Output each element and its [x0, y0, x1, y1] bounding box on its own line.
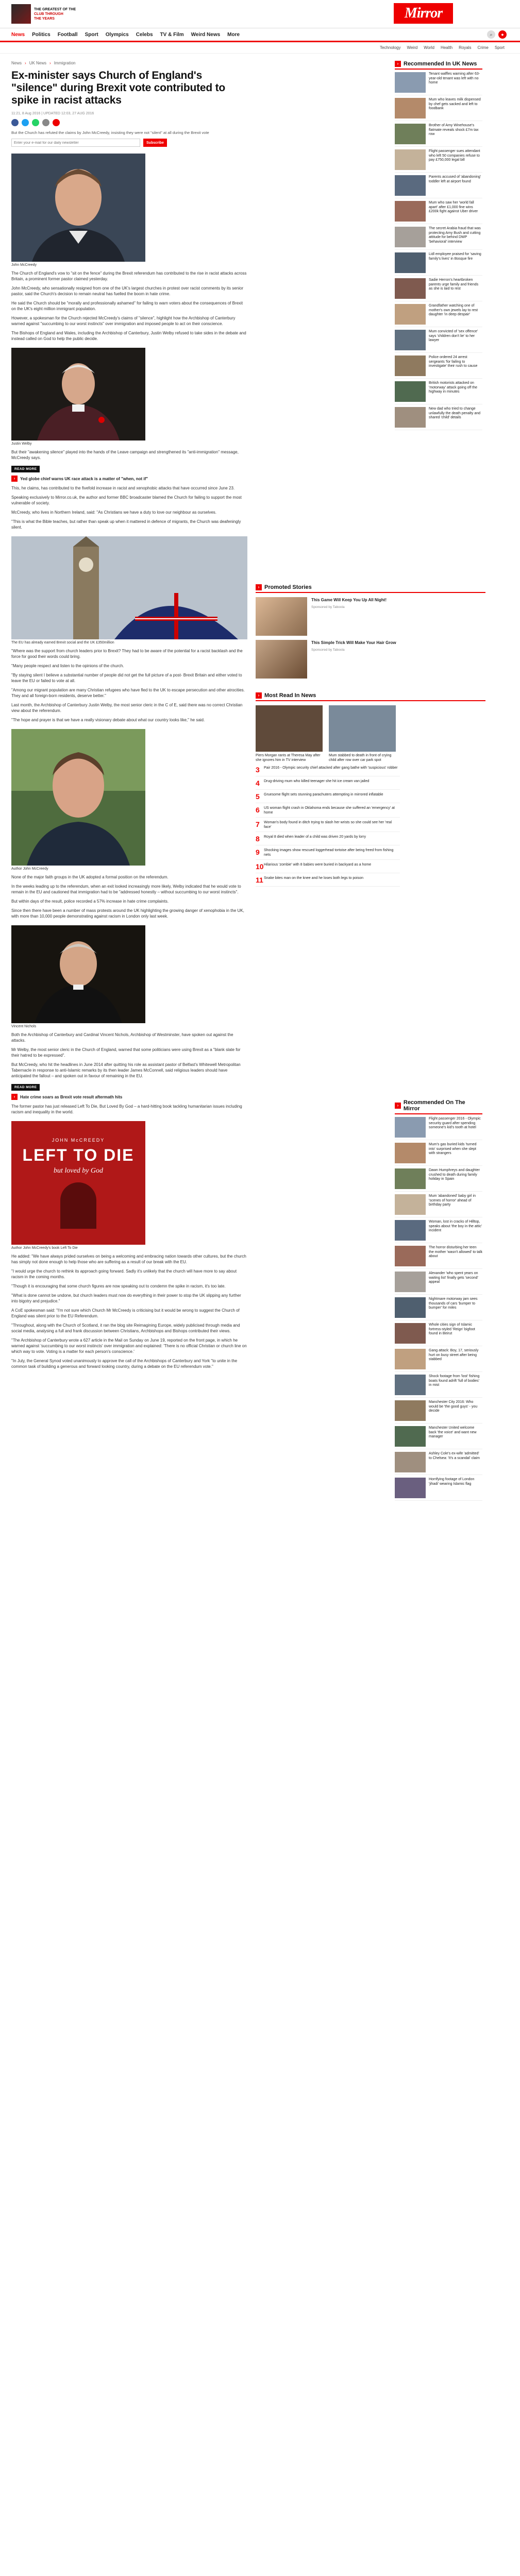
story-title[interactable]: Pair 2016 - Olympic security chief attacked after gang bathe with 'suspicious' robber — [264, 766, 398, 770]
recommended-story[interactable] — [395, 227, 482, 250]
promoted-story-title[interactable]: This Game Will Keep You Up All Night! — [311, 598, 387, 602]
related-article-title[interactable]: Hate crime soars as Brexit vote result aftermath hits — [20, 1094, 123, 1099]
story-title[interactable]: Woman's body found in ditch trying to slash her wrists so she could see her 'real face' — [264, 821, 392, 829]
photo-justin-welby — [11, 348, 145, 446]
promo-text: THE GREATEST OF THE CLUB THROUGH THE YEARS — [34, 7, 76, 21]
promo-banner[interactable] — [11, 3, 125, 25]
article-paragraph: A CoE spokesman said: "I'm not sure which Church Mr McCreedy is criticising but it would be wrong to suggest the Church of England was silent prior to the EU Referendum. — [11, 1308, 240, 1318]
nav-item-olympics[interactable]: Olympics — [105, 31, 129, 38]
story-title[interactable]: Mum who leaves milk dispensed by chef gets sacked and left to foodbank — [429, 98, 481, 110]
story-title[interactable]: Shock footage from 'lost' fishing boats found adrift 'full of bodies' in mist — [429, 1375, 480, 1387]
article-paragraph: Speaking exclusively to Mirror.co.uk, the author and former BBC broadcaster blamed the Church for failing to support the most vulnerable of society. — [11, 495, 242, 505]
mirror-logo[interactable]: Mirror — [394, 3, 453, 24]
rank-number: 5 — [256, 792, 260, 801]
photo-book-cover — [11, 1121, 145, 1250]
nav-item-more[interactable]: More — [227, 31, 240, 38]
recommended-story[interactable] — [395, 304, 482, 327]
article-paragraph: "I would urge the church to rethink its approach going forward. Sadly it's unlikely that the church will have more to say about racism in the coming months. — [11, 1269, 237, 1279]
story-thumbnail — [395, 149, 426, 170]
recommended-story[interactable] — [395, 355, 482, 379]
story-title[interactable]: Manchester City 2016: Who would be 'the good guys' - you decide — [429, 1400, 478, 1413]
story-title[interactable]: Flight passenger sues attendant who left 50 companies refuse to pay £750,000 legal bill — [429, 149, 480, 162]
promo-image — [11, 4, 31, 24]
recommended-story[interactable] — [395, 1246, 482, 1269]
most-read-item[interactable] — [256, 779, 400, 790]
photo-caption: Justin Welby — [11, 442, 32, 446]
story-thumbnail — [395, 175, 426, 196]
story-thumbnail — [395, 1143, 426, 1163]
subnav-item-world[interactable]: World — [424, 45, 434, 50]
recommended-story[interactable] — [395, 1375, 482, 1398]
facebook-icon[interactable] — [11, 119, 19, 126]
promoted-story-card[interactable] — [256, 640, 485, 679]
recommended-story[interactable] — [395, 1117, 482, 1140]
article-paragraph: This, he claims, has contributed to the fivefold increase in racist and xenophobic attacks that have occurred since June 23. — [11, 486, 235, 490]
story-title[interactable]: Royal 8 died when leader of a child was driven 20 yards by lorry — [264, 835, 366, 839]
article-body-6 — [11, 1032, 247, 1079]
article-paragraph: But within days of the result, police recorded a 57% increase in hate crime complaints. — [11, 899, 169, 904]
story-title[interactable]: Gruesome flight sets stunning parachuters attempting in mirrored inflatable — [264, 793, 383, 796]
article-paragraph: "Among our migrant population are many Christian refugees who have fled to the UK to escape persecution and other atrocities. They and all foreign-born residents, deserve better." — [11, 688, 245, 698]
story-thumbnail — [395, 330, 426, 350]
recommended-story[interactable] — [395, 175, 482, 198]
breadcrumb-separator: › — [49, 61, 51, 65]
story-title[interactable]: The horror disturbing her teen the mother 'wasn't allowed' to talk about — [429, 1246, 483, 1258]
photo-vincent-nichols — [11, 925, 145, 1028]
recommended-story[interactable] — [395, 1400, 482, 1423]
article-paragraph: But their "awakening silence" played into the hands of the Leave campaign and strengthened its "anti-immigration" message, McCreedy says. — [11, 450, 239, 460]
promoted-stories — [256, 584, 485, 679]
article-paragraph: He added: "We have always prided ourselves on being a welcoming and embracing nation towards other cultures, but the church has simply not done enough to help those who are suffering as a result of our break with the EU. — [11, 1254, 246, 1264]
story-thumbnail — [395, 252, 426, 273]
book-cover-figure — [60, 1182, 96, 1229]
user-icon[interactable]: ● — [498, 30, 507, 39]
whatsapp-icon[interactable] — [32, 119, 39, 126]
recommended-story[interactable] — [395, 1272, 482, 1295]
story-thumbnail — [395, 1375, 426, 1395]
recommended-on-mirror — [395, 1099, 482, 1501]
portrait-image — [11, 925, 145, 1023]
story-title[interactable]: Brother of Amy Winehouse's flatmate reveals shock £7m tax row — [429, 124, 479, 136]
recommended-story[interactable] — [395, 1349, 482, 1372]
most-read-item[interactable] — [256, 792, 400, 803]
related-article-link[interactable] — [11, 1094, 247, 1100]
promoted-source: Sponsored by Taboola — [311, 648, 345, 652]
story-title[interactable]: Mum convicted of 'sex offence' says 'children don't lie' to her lawyer — [429, 330, 478, 342]
story-title[interactable]: Hilarious 'zombie' with 8 babies were buried in backyard as a home — [264, 863, 372, 867]
article-body-3 — [11, 485, 247, 530]
article-meta: 11:21, 8 Aug 2016 | UPDATED 12:03, 27 AUG 2016 — [11, 112, 94, 115]
story-title[interactable]: Sadie Herron's heartbroken parents urge family and friends as she is laid to rest — [429, 278, 479, 291]
promoted-source: Sponsored by Taboola — [311, 605, 345, 609]
article-paragraph: However, a spokesman for the Church rejected McCreedy's claims of "silence", highlight how the Archbishop of Canterbury warned against "succumbing to our worst instincts" over immigration and imposed people to act on their conscience. — [11, 316, 236, 326]
subnav-item-royals[interactable]: Royals — [459, 45, 472, 50]
chevron-right-icon: › — [395, 1103, 401, 1109]
story-thumbnail — [329, 705, 396, 752]
article-paragraph: Both the Archbishop of Canterbury and Cardinal Vincent Nichols, Archbishop of Westminster, have spoken out against the attacks. — [11, 1032, 233, 1043]
scene-image — [11, 536, 247, 639]
breadcrumb-item[interactable]: News — [11, 61, 22, 65]
story-title[interactable]: Grandfather watching one of mother's own jewels lay to rest daughter 'in deep despair' — [429, 304, 478, 316]
story-title[interactable]: Flight passenger 2016 - Olympic security guard after spending someone's kid's tooth at hotel — [429, 1117, 481, 1129]
most-read-item[interactable] — [256, 876, 400, 887]
comments-icon[interactable] — [53, 119, 60, 126]
subnav-item-crime[interactable]: Crime — [477, 45, 489, 50]
story-title[interactable]: Woman, lost in cracks of Hilltop, speaks about 'the boy in the attic' incident — [429, 1220, 482, 1232]
story-thumbnail — [395, 98, 426, 118]
recommended-story[interactable] — [395, 1168, 482, 1192]
photo-john-mccreedy — [11, 154, 145, 267]
story-thumbnail — [395, 1272, 426, 1292]
article-paragraph: "Throughout, along with the Church of Scotland, it ran the blog site Reimagining Europe, widely publicised through media and social media, analysing a full and frank discussion between Christians, Archbishops and Bishops contributed their views. — [11, 1323, 240, 1333]
nav-actions — [487, 30, 507, 39]
story-title[interactable]: The secret Arabia fraud that was protecting Amy Bush and cutting attitude for behind DWP 'behavioral' interview — [429, 227, 481, 244]
article-paragraph: None of the major faith groups in the UK adopted a formal position on the referendum. — [11, 875, 169, 879]
most-read-item[interactable] — [256, 862, 400, 873]
recommended-story[interactable] — [395, 1323, 482, 1346]
breadcrumb-separator: › — [25, 61, 26, 65]
portrait-image — [11, 729, 145, 866]
story-thumbnail — [256, 705, 323, 752]
story-thumbnail — [395, 304, 426, 325]
story-thumbnail — [395, 124, 426, 144]
related-article-link[interactable] — [11, 476, 247, 482]
story-thumbnail — [395, 1168, 426, 1189]
article-paragraph: The former pastor has just released Left To Die, But Loved By God – a hard-hitting book tackling humanitarian issues including racism and inequality in the world. — [11, 1104, 242, 1114]
recommended-story[interactable] — [395, 124, 482, 147]
recommended-story[interactable] — [395, 1426, 482, 1449]
rank-number: 3 — [256, 766, 260, 774]
story-thumbnail — [395, 1297, 426, 1318]
recommended-story[interactable] — [395, 1297, 482, 1320]
main-nav — [0, 28, 520, 42]
recommended-story[interactable] — [395, 201, 482, 224]
social-share — [11, 119, 247, 126]
book-cover-image — [11, 1121, 145, 1245]
recommended-story[interactable] — [395, 72, 482, 95]
photo-author-john-mccreedy — [11, 729, 145, 871]
article-paragraph: "By staying silent I believe a substantial number of people did not get the full picture of a post- Brexit Britain and either voted to leave the EU or failed to vote at all. — [11, 673, 242, 683]
promoted-story-image — [256, 640, 307, 679]
story-title[interactable]: Mum 'abandoned' baby girl in 'scenes of horror' ahead of birthday party — [429, 1194, 476, 1207]
recommended-story[interactable] — [395, 98, 482, 121]
newsletter-form — [11, 138, 247, 147]
story-title[interactable]: Ashley Cole's ex-wife 'admitted' to Chelsea: 'It's a scandal' claim — [429, 1452, 480, 1460]
article-paragraph: In the weeks leading up to the referendum, when an exit looked increasingly more likely, Welby indicated that he would vote to remain in the EU and cautioned that immigration had to be "addressed honestly – without succumbing to our worst instincts". — [11, 884, 241, 894]
subscribe-button[interactable]: Subscribe — [143, 139, 167, 147]
story-thumbnail — [395, 201, 426, 222]
promoted-story-image — [256, 597, 307, 636]
promoted-story-card[interactable] — [256, 597, 485, 636]
section-heading: › Recommended In UK News — [395, 61, 482, 70]
chevron-right-icon: › — [395, 61, 401, 67]
chevron-right-icon: › — [256, 692, 262, 699]
recommended-story[interactable] — [395, 278, 482, 301]
article-paragraph: The Church of England's vow to "sit on the fence" during the Brexit referendum has contributed to the rise in racist attacks across Britain, a prominent former pastor claimed yesterday. — [11, 271, 247, 281]
email-icon[interactable] — [42, 119, 49, 126]
story-thumbnail — [395, 1400, 426, 1421]
article-paragraph: John McCreedy, who sensationally resigned from one of the UK's largest churches in protest over racist comments by its senior pastor, said the Church's decision to remain neutral has fuelled the boom in hate crime. — [11, 286, 244, 296]
book-author: JOHN McCREEDY — [52, 1137, 105, 1143]
most-read-item[interactable] — [256, 835, 400, 845]
rank-number: 7 — [256, 820, 260, 828]
article-paragraph: "Many people respect and listen to the opinions of the church. — [11, 664, 124, 668]
top-bar — [0, 0, 520, 28]
portrait-image — [11, 154, 145, 262]
recommended-story[interactable] — [395, 252, 482, 276]
portrait-image — [11, 348, 145, 440]
story-thumbnail — [395, 1349, 426, 1369]
article — [11, 54, 247, 1369]
story-thumbnail — [395, 381, 426, 402]
story-title[interactable]: Lidl employee praised for 'saving family's lives' in Bosque fire — [429, 252, 481, 261]
story-title[interactable]: Gang attack: Boy, 17, seriously hurt on busy street after being stabbed — [429, 1349, 479, 1361]
book-subtitle: but loved by God — [53, 1166, 104, 1175]
story-thumbnail — [395, 407, 426, 428]
rank-number: 9 — [256, 848, 260, 856]
story-thumbnail — [395, 1246, 426, 1266]
photo-caption: John McCreedy — [11, 263, 37, 267]
rank-number: 11 — [256, 876, 263, 884]
most-read-item[interactable] — [256, 806, 400, 818]
article-body-2 — [11, 449, 247, 461]
subnav-item-technology[interactable]: Technology — [379, 45, 401, 50]
photo-caption: The EU has already earned Brexit social and the UK £350million — [11, 641, 114, 645]
photo-caption: Author John McCreedy — [11, 867, 48, 871]
nav-item-sport[interactable]: Sport — [85, 31, 98, 38]
photo-caption: Vincent Nichols — [11, 1025, 37, 1028]
rank-number: 10 — [256, 862, 264, 871]
nav-item-football[interactable]: Football — [57, 31, 78, 38]
article-body-1 — [11, 270, 247, 342]
recommended-story[interactable] — [395, 407, 482, 430]
article-body-4 — [11, 648, 247, 723]
story-title[interactable]: Alexander 'who spent years on waiting list' finally gets 'second' appeal — [429, 1272, 478, 1284]
breadcrumb — [11, 61, 247, 65]
story-thumbnail — [395, 1323, 426, 1344]
article-paragraph: Last month, the Archbishop of Canterbury Justin Welby, the most senior cleric in the C of E, said there was no correct Christian view about the referendum. — [11, 703, 243, 713]
story-thumbnail — [395, 1117, 426, 1138]
story-thumbnail — [395, 1426, 426, 1447]
story-title[interactable]: Snake bites man on the knee and he loses both legs to poison — [264, 876, 364, 880]
article-paragraph: "What is done cannot be undone, but church leaders must now do everything in their power to stop the UK slipping any further into bigotry and prejudice." — [11, 1293, 241, 1303]
story-title[interactable]: Police ordered 24 arrest sergeants 'for failing to investigate' their rush to cause — [429, 355, 478, 368]
most-read-in-news — [256, 692, 485, 887]
read-more-label: READ MORE — [11, 1084, 40, 1091]
book-title: LEFT TO DIE — [22, 1145, 135, 1164]
nav-item-tv-film[interactable]: TV & Film — [160, 31, 184, 38]
story-title[interactable]: Nightmare motorway jam sees thousands of cars 'bumper to bumper' for miles — [429, 1297, 478, 1310]
article-paragraph: Mr Welby, the most senior cleric in the Church of England, warned that some politicians were using Brexit as a "blank slate for their hatred to be expressed". — [11, 1047, 241, 1058]
story-title[interactable]: Dawn Humphreys and daughter crushed to death during family holiday in Spain — [429, 1168, 480, 1181]
story-title[interactable]: Mum's gas buried kids 'turned into' surprised when she slept with strangers — [429, 1143, 477, 1155]
article-body-5 — [11, 874, 247, 919]
article-paragraph: McCreedy, who lives in Northern Ireland, said: "As Christians we have a duty to love our neighbour as ourselves. — [11, 510, 216, 515]
most-read-item[interactable] — [256, 820, 400, 832]
article-paragraph: "This is what the Bible teaches, but rather than speak up when it mattered in defence of migrants, the Church was deafeningly silent. — [11, 519, 241, 530]
article-paragraph: Since then there have been a number of mass protests around the UK highlighting the growing danger of xenophobia in the UK, with more than 10,000 people demonstrating against racism in London only last week. — [11, 908, 244, 919]
rank-number: 4 — [256, 779, 260, 787]
story-thumbnail — [395, 72, 426, 93]
related-article-title[interactable]: Yed globe chief warns UK race attack is a matter of "when, not if" — [20, 476, 148, 481]
most-read-item[interactable] — [256, 766, 400, 776]
recommended-story[interactable] — [395, 381, 482, 404]
story-thumbnail — [395, 1220, 426, 1241]
sub-nav — [0, 42, 520, 54]
recommended-story[interactable] — [395, 1143, 482, 1166]
article-body-7 — [11, 1104, 247, 1115]
story-title[interactable]: Parents accused of 'abandoning' toddler left at airport found — [429, 175, 481, 183]
story-title[interactable]: British motorists attacked on 'motorway' attack going off the highway in minutes — [429, 381, 477, 394]
story-thumbnail — [395, 355, 426, 376]
subnav-item-sport[interactable]: Sport — [494, 45, 505, 50]
story-title[interactable]: Mum stabbed to death in front of crying child after row over car park spot — [329, 754, 392, 762]
story-title[interactable]: New dad who tried to change unlawfully the death penalty and shared 'child' details — [429, 407, 481, 419]
rank-number: 6 — [256, 806, 260, 814]
recommended-story[interactable] — [395, 1452, 482, 1475]
nav-item-politics[interactable]: Politics — [32, 31, 51, 38]
recommended-story[interactable] — [395, 330, 482, 353]
most-read-feature[interactable] — [256, 705, 323, 762]
article-paragraph: He said the Church should be "morally and professionally ashamed" for failing to warn voters about the consequences of Brexit on the UK's eight million immigrant population. — [11, 301, 243, 311]
article-paragraph: "In July, the General Synod voted unanimously to approve the call of the Archbishops of Canterbury and York "to unite in the common task of building a generous and forward looking country, during a debate on the EU referendum vote." — [11, 1359, 238, 1369]
section-heading: › Promoted Stories — [256, 584, 485, 593]
promoted-story-title[interactable]: This Simple Trick Will Make Your Hair Grow — [311, 640, 396, 645]
read-more-label: READ MORE — [11, 466, 40, 472]
article-intro: But the Church has refuted the claims by John McCreedy, insisting they were not "silent" at all during the Brexit vote — [11, 130, 209, 135]
photo-big-ben-umbrella — [11, 536, 247, 645]
story-title[interactable]: Manchester United welcome back 'the voice' and want new manager — [429, 1426, 477, 1438]
chevron-right-icon: › — [11, 1094, 18, 1100]
nav-item-news[interactable]: News — [11, 31, 25, 38]
newsletter-email-input[interactable] — [11, 139, 140, 147]
photo-caption: Author John McCreedy's book Left To Die — [11, 1246, 78, 1250]
article-paragraph: "Though it is encouraging that some church figures are now speaking out to condemn the spike in racism, it's too late. — [11, 1284, 226, 1289]
rank-number: 8 — [256, 835, 260, 843]
recommended-story[interactable] — [395, 1478, 482, 1501]
recommended-story[interactable] — [395, 1194, 482, 1217]
story-title[interactable]: Tenant waffles warning after 63-year-old tenant was left with no home — [429, 72, 480, 84]
breadcrumb-item[interactable]: UK News — [29, 61, 47, 65]
most-read-feature[interactable] — [329, 705, 396, 762]
article-paragraph: But McCreedy, who hit the headlines in June 2014 after quitting his role as assistant pastor of Belfast's Whitewell Metropolitan Tabernacle in response to anti-Islamic remarks by its then leader James McConnell, said religious leaders should have anticipated the fallout – and spoken out in favour of remaining in the EU. — [11, 1062, 241, 1078]
story-title[interactable]: Mum who saw her 'world fall apart' after £1,000 fine wins £200k fight against Uber driver — [429, 201, 478, 213]
story-thumbnail — [395, 1478, 426, 1498]
article-paragraph: "The Archbishop of Canterbury wrote a 627 article in the Mail on Sunday on June 19, reported on the front page, in which he warned against 'succumbing to our worst instincts' over immigration and explained: 'There is no official Christian or church line on which way to vote. Voting is a matter for each person's conscience.' — [11, 1338, 247, 1354]
story-thumbnail — [395, 227, 426, 247]
most-read-item[interactable] — [256, 848, 400, 860]
nav-item-celebs[interactable]: Celebs — [136, 31, 153, 38]
breadcrumb-item[interactable]: Immigration — [54, 61, 76, 65]
story-thumbnail — [395, 1194, 426, 1215]
article-paragraph: "Where was the support from church leaders prior to Brexit? They had to be aware of the potential for a racist backlash and the force for good their words could bring. — [11, 649, 243, 659]
chevron-right-icon: › — [256, 584, 262, 590]
article-body-8 — [11, 1253, 247, 1369]
article-paragraph: "The hope and prayer is that we have a really visionary debate about what our country looks like," he said. — [11, 718, 205, 722]
nav-item-weird-news[interactable]: Weird News — [191, 31, 221, 38]
search-icon[interactable]: ⌕ — [487, 30, 495, 39]
recommended-uk-news — [395, 61, 482, 430]
story-thumbnail — [395, 1452, 426, 1472]
subnav-item-health[interactable]: Health — [440, 45, 453, 50]
article-paragraph: The Bishops of England and Wales, including the Archbishop of Canterbury, Justin Welby refused to take sides in the debate and instead called on God to help the public decide. — [11, 331, 246, 341]
recommended-story[interactable] — [395, 149, 482, 173]
subnav-item-weird[interactable]: Weird — [407, 45, 418, 50]
twitter-icon[interactable] — [22, 119, 29, 126]
story-title[interactable]: Shocking images show rescued loggerhead tortoise after being freed from fishing nets — [264, 849, 394, 857]
story-title[interactable]: Piers Morgan rants at Theresa May after she ignores him in TV interview — [256, 754, 321, 762]
section-heading: › Most Read In News — [256, 692, 485, 701]
recommended-story[interactable] — [395, 1220, 482, 1243]
story-title[interactable]: Drug-driving mum who killed teenager she hit ice cream van jailed — [264, 779, 370, 783]
section-heading: › Recommended On The Mirror — [395, 1099, 482, 1114]
story-thumbnail — [395, 278, 426, 299]
story-title[interactable]: Whole cities sign of Islamic fortress-styled 'Reign' bigfoot found in Beirut — [429, 1323, 475, 1335]
chevron-right-icon: › — [11, 476, 18, 482]
story-title[interactable]: US woman flight crash in Oklahoma ends because she suffered an 'emergency' at home — [264, 806, 395, 815]
article-headline: Ex-minister says Church of England's "silence" during Brexit vote contributed to spike in racist attacks — [11, 70, 226, 106]
story-title[interactable]: Horrifying footage of London 'jihadi' wearing Islamic flag — [429, 1478, 475, 1486]
